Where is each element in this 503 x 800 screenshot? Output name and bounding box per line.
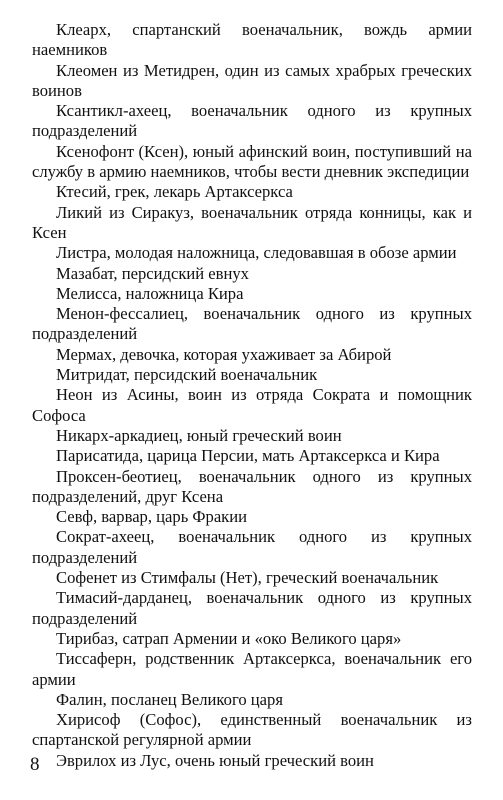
character-entry: Хирисоф (Софос), единственный военачальник из спартанской регулярной армии: [32, 710, 472, 750]
character-entry: Никарх-аркадиец, юный греческий воин: [56, 425, 342, 445]
character-entry: Листра, молодая наложница, следовавшая в обозе армии: [56, 243, 457, 263]
character-entry: Тимасий-дарданец, военачальник одного из крупных подразделений: [32, 588, 472, 628]
character-entry: Тиссаферн, родственник Артаксеркса, военачальник его армии: [32, 649, 472, 689]
character-entry: Менон-фессалиец, военачальник одного из крупных подразделений: [32, 304, 472, 344]
character-entry: Клеомен из Метидрен, один из самых храбрых греческих воинов: [32, 60, 472, 100]
character-entry: Сократ-ахеец, военачальник одного из крупных подразделений: [32, 527, 472, 567]
character-entry: Мазабат, персидский евнух: [56, 263, 249, 283]
character-entry: Мермах, девочка, которая ухаживает за Абирой: [56, 344, 392, 364]
page-number: 8: [30, 754, 40, 775]
character-entry: Эврилох из Лус, очень юный греческий воин: [56, 750, 374, 770]
character-entry: Ктесий, грек, лекарь Артаксеркса: [56, 182, 293, 202]
character-entry: Парисатида, царица Персии, мать Артаксеркса и Кира: [56, 446, 440, 466]
character-entry: Тирибаз, сатрап Армении и «око Великого царя»: [56, 628, 402, 648]
character-entry: Мелисса, наложница Кира: [56, 283, 244, 303]
character-entry: Проксен-беотиец, военачальник одного из крупных подразделений, друг Ксена: [32, 466, 472, 506]
character-entry: Ксантикл-ахеец, военачальник одного из крупных подразделений: [32, 101, 472, 141]
character-entry: Ксенофонт (Ксен), юный афинский воин, поступивший на службу в армию наемников, чтобы вести дневник экспедиции: [32, 141, 472, 182]
character-entry: Митридат, персидский военачальник: [56, 365, 318, 385]
character-list: [32, 20, 472, 771]
character-entry: Неон из Асины, воин из отряда Сократа и помощник Софоса: [32, 385, 472, 425]
character-entry: Ликий из Сиракуз, военачальник отряда конницы, как и Ксен: [32, 202, 472, 242]
character-entry: Клеарх, спартанский военачальник, вождь армии наемников: [32, 20, 472, 60]
character-entry: Фалин, посланец Великого царя: [56, 689, 283, 709]
character-entry: Севф, варвар, царь Фракии: [56, 507, 248, 527]
character-entry: Софенет из Стимфалы (Нет), греческий военачальник: [56, 568, 439, 588]
